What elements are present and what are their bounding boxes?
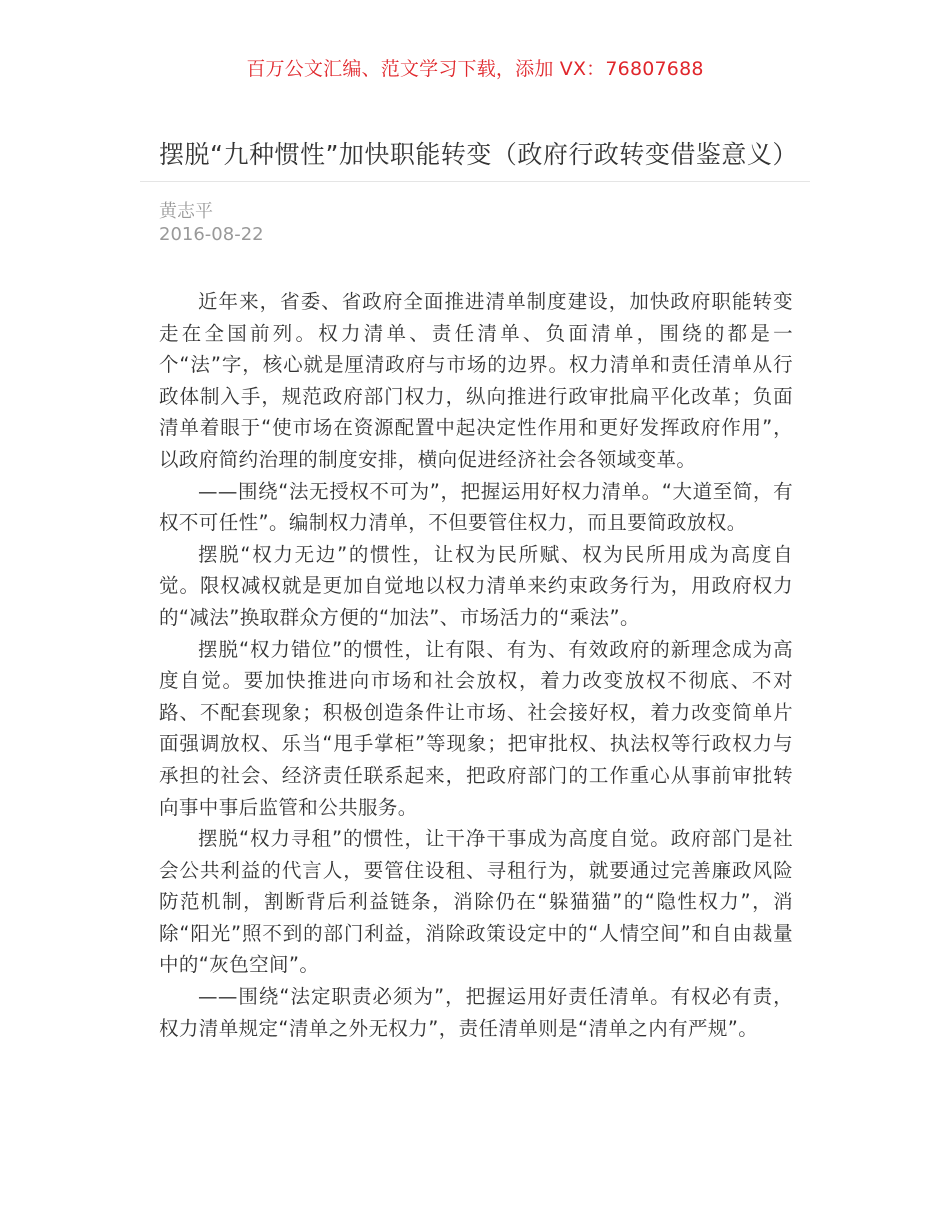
paragraph: ——围绕“法无授权不可为”，把握运用好权力清单。“大道至简，有权不可任性”。编制权力清单，不但要管住权力，而且要简政放权。 (159, 479, 793, 535)
article-meta (140, 200, 810, 246)
paragraph: 摆脱“权力寻租”的惯性，让干净干事成为高度自觉。政府部门是社会公共利益的代言人，要管住设租、寻租行为，就要通过完善廉政风险防范机制，割断背后利益链条，消除仍在“躲猫猫”的“隐性权力”，消除“阳光”照不到的部门利益，消除政策设定中的“人情空间”和自由裁量中的“灰色空间”。 (159, 827, 793, 977)
article (140, 136, 810, 1044)
article-date: 2016-08-22 (159, 224, 264, 245)
paragraph: ——围绕“法定职责必须为”，把握运用好责任清单。有权必有责，权力清单规定“清单之外无权力”，责任清单则是“清单之内有严规”。 (159, 985, 793, 1040)
promo-banner: 百万公文汇编、范文学习下载，添加 VX：76807688 (246, 58, 704, 80)
article-title: 摆脱“九种惯性”加快职能转变（政府行政转变借鉴意义） (159, 140, 798, 169)
article-body (140, 286, 793, 1044)
title-divider (140, 181, 810, 182)
article-author: 黄志平 (159, 201, 213, 222)
paragraph: 近年来，省委、省政府全面推进清单制度建设，加快政府职能转变走在全国前列。权力清单、责任清单、负面清单，围绕的都是一个“法”字，核心就是厘清政府与市场的边界。权力清单和责任清单从行政体制入手，规范政府部门权力，纵向推进行政审批扁平化改革；负面清单着眼于“使市场在资源配置中起决定性作用和更好发挥政府作用”，以政府简约治理的制度安排，横向促进经济社会各领域变革。 (159, 290, 793, 471)
paragraph: 摆脱“权力错位”的惯性，让有限、有为、有效政府的新理念成为高度自觉。要加快推进向市场和社会放权，着力改变放权不彻底、不对路、不配套现象；积极创造条件让市场、社会接好权，着力改变简单片面强调放权、乐当“甩手掌柜”等现象；把审批权、执法权等行政权力与承担的社会、经济责任联系起来，把政府部门的工作重心从事前审批转向事中事后监管和公共服务。 (159, 637, 793, 819)
paragraph: 摆脱“权力无边”的惯性，让权为民所赋、权为民所用成为高度自觉。限权减权就是更加自觉地以权力清单来约束政务行为，用政府权力的“减法”换取群众方便的“加法”、市场活力的“乘法”。 (159, 542, 793, 629)
